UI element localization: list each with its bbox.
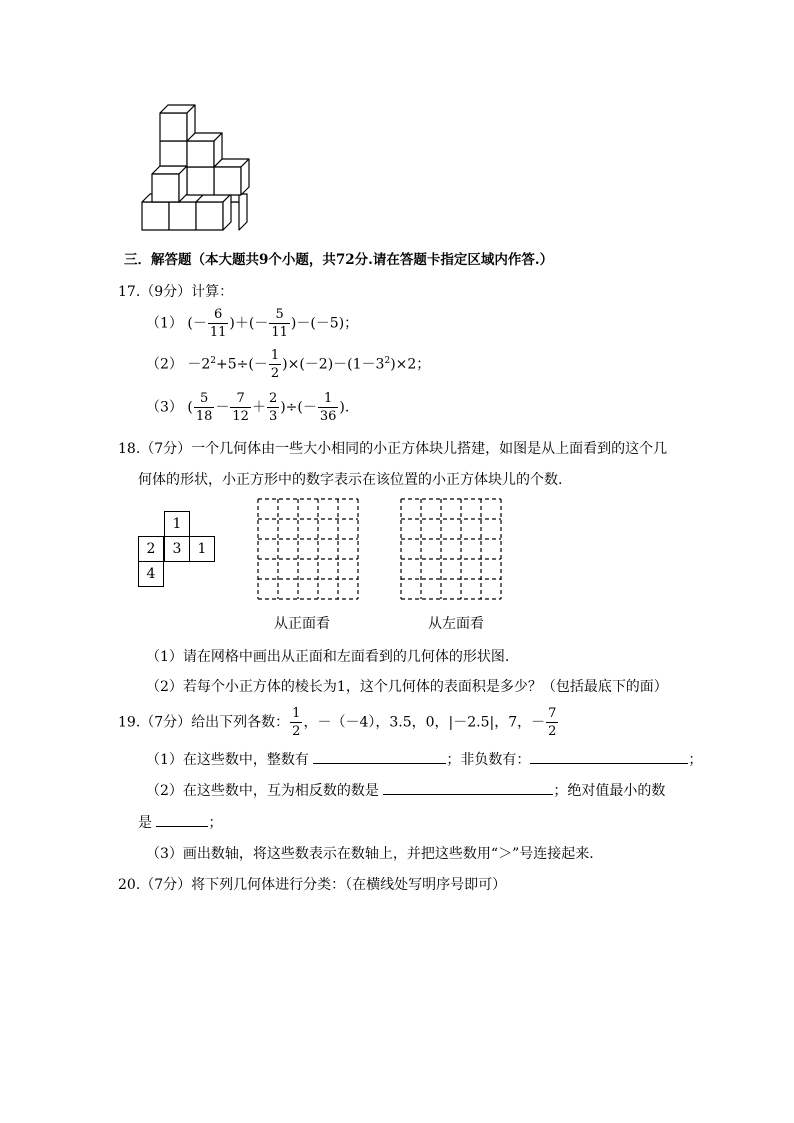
caption-front-view: 从正面看: [274, 616, 330, 632]
part-label: （2）: [146, 356, 183, 373]
answer-blank[interactable]: [313, 751, 446, 764]
q17-part1: （1） (－ $\frac{6}{11}$ )＋(－ $\frac{5}{11}$ )－(－5)；: [146, 307, 359, 340]
section-title: 三．解答题（本大题共9个小题，共72分.请在答题卡指定区域内作答.）: [124, 252, 554, 268]
answer-blank[interactable]: [383, 782, 553, 795]
fraction: $\frac{5}{18}$: [195, 391, 213, 424]
part-label: （3）: [146, 399, 183, 416]
front-view-dashed-grid: [257, 498, 361, 602]
q19-sub1: （1）在这些数中，整数有 ；非负数有： ；: [146, 752, 703, 768]
fraction: $\frac{6}{11}$: [209, 307, 227, 340]
part-label: （1）: [146, 315, 183, 332]
fraction: $\frac{1}{2}$: [270, 348, 280, 381]
q18-sub2: （2）若每个小正方体的棱长为1，这个几何体的表面积是多少？（包括最底下的面）: [146, 679, 668, 695]
question-20-header: 20.（7分）将下列几何体进行分类：（在横线处写明序号即可）: [118, 877, 507, 893]
grid-cell: 3: [164, 536, 190, 562]
grid-cell: 1: [189, 536, 215, 562]
fraction: $\frac{1}{36}$: [319, 391, 337, 424]
grid-cell: 4: [138, 561, 164, 587]
left-view-dashed-grid: [400, 498, 504, 602]
fraction: $\frac{5}{11}$: [271, 307, 288, 340]
q18-sub1: （1）请在网格中画出从正面和左面看到的几何体的形状图.: [146, 649, 510, 665]
q19-sub2: （2）在这些数中，互为相反数的数是 ；绝对值最小的数: [146, 783, 666, 799]
q17-part3: （3） ( $\frac{5}{18}$ － $\frac{7}{12}$ ＋ $\frac{2}{3}$ )÷(－ $\frac{1}{36}$ ).: [146, 391, 350, 424]
q19-sub2-cont: 是 ；: [138, 815, 223, 831]
question-18-line1: 18.（7分）一个几何体由一些大小相同的小正方体块儿搭建，如图是从上面看到的这个几: [118, 441, 668, 457]
grid-cell: 1: [164, 511, 190, 537]
question-17-header: 17.（9分）计算：: [118, 284, 234, 300]
cube-face: [196, 202, 223, 230]
question-18-line2: 何体的形状，小正方形中的数字表示在该位置的小正方体块儿的个数.: [138, 472, 563, 488]
question-19-header: 19.（7分）给出下列各数： $\frac{1}{2}$ ，－（－4），3.5，0，|－2.5|，7，－ $\frac{7}{2}$: [118, 706, 557, 739]
grid-cell: 2: [138, 536, 164, 562]
fraction: $\frac{1}{2}$: [292, 706, 301, 739]
q19-sub3: （3）画出数轴，将这些数表示在数轴上，并把这些数用“＞”号连接起来.: [146, 846, 594, 862]
answer-blank[interactable]: [530, 751, 688, 764]
q17-part2: $(2) -2^2+5\div(-$ $\frac{1}{2}$ )$\times(-2)-(1-3^2)\times 2$；: [146, 348, 431, 381]
cube-face: [142, 202, 169, 230]
fraction: $\frac{7}{12}$: [232, 391, 249, 424]
cube-stack-figure: [138, 102, 253, 234]
fraction: $\frac{2}{3}$: [268, 391, 278, 424]
cube-face: [169, 202, 196, 230]
caption-left-view: 从左面看: [428, 616, 484, 632]
answer-blank[interactable]: [156, 814, 208, 827]
fraction: $\frac{7}{2}$: [548, 706, 557, 739]
